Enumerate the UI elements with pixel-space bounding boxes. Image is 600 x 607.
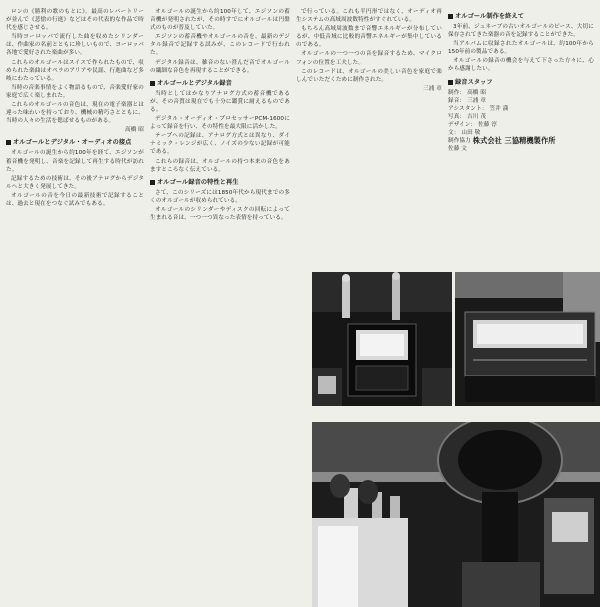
col1-para-5: これらのオルゴールの音色は、現在の電子楽器とは違った味わいを持っており、機械の精巧さとともに、当時の人々の生活を偲ばせるものがある。: [6, 102, 144, 125]
col2-para-2: エジソンの蓄音機やオルゴールの音を、最新のデジタル録音で記録する試みが、このレコードで行われた。: [150, 34, 290, 57]
col2-para-1: オルゴールの誕生から約100年して、エジソンの蓄音機が発明されたが、その時すでにオルゴールは円盤式のものが普及していた。: [150, 9, 290, 32]
col1-s2-para-2: 記録するための技術は、その後アナログからデジタルへと大きく発展してきた。: [6, 175, 144, 190]
col2-section-heading-text: オルゴールとデジタル録音: [157, 79, 232, 87]
column-4: [448, 8, 594, 273]
credit-role: アシスタント：: [448, 105, 488, 112]
col3-para-1: で行っている。これも半円形ではなく、オーディオ再生システムの高域周波数特性がすぐれている。: [296, 9, 442, 24]
production-row: [448, 137, 594, 145]
credit-name: 笠井 満: [489, 105, 509, 112]
col2-section2-heading-text: オルゴール録音の特性と再生: [157, 178, 239, 186]
square-bullet-icon: [6, 140, 11, 145]
credit-name: 山田 敬: [461, 130, 481, 137]
col2-s2-para-2: オルゴールのシリンダーやディスクの回転によって生まれる音は、一つ一つ異なった表情を持っている。: [150, 206, 290, 221]
credit-row: [448, 105, 594, 113]
col1-section2-heading: [6, 138, 144, 147]
credit-extra: 佐藤 文: [448, 146, 467, 153]
credit-name: 三浦 章: [467, 97, 487, 104]
square-bullet-icon: [150, 180, 155, 185]
credit-row: [448, 89, 594, 97]
col1-para-3: これらのオルゴールはスイスで作られたもので、収められた楽曲はオペラのアリアや民謡、行進曲など多岐にわたっている。: [6, 59, 144, 82]
music-box-cabinet-image: [455, 272, 600, 406]
credit-role: 文：: [448, 130, 460, 137]
col1-para-4: 当時の音楽事情をよく物語るもので、音楽愛好家の家庭で広く楽しまれた。: [6, 84, 144, 99]
credit-row-extra: [448, 145, 594, 153]
photo-music-box-cabinet: [455, 272, 600, 406]
credit-role: 制作：: [448, 89, 466, 96]
col2-s2-para-1: さて、このシリーズには1850年代から現代までの多くのオルゴールが収められている。: [150, 189, 290, 204]
credits-list: [448, 89, 594, 154]
col3-signature: 三浦 章: [423, 85, 442, 92]
credits-heading: [448, 78, 594, 87]
credit-row: [448, 121, 594, 129]
gramophone-horn-image: [312, 422, 600, 607]
square-bullet-icon: [448, 80, 453, 85]
col1-para-1: ロンの《勝利の歌のもとに》。最高のレパートリーが並んで《悲愴の行進》などはその代表的な作品で時代を感じさせる。: [6, 9, 144, 32]
col1-section2-heading-text: オルゴールとデジタル・オーディオの接点: [13, 139, 132, 147]
recording-session-image: [312, 272, 452, 406]
credit-role: 写真：: [448, 113, 466, 120]
col2-section2-heading: [150, 178, 290, 187]
credit-role: 録音：: [448, 97, 466, 104]
column-2: [150, 8, 290, 605]
col1-signature: 高橋 昭: [125, 127, 144, 134]
col2-section-heading: [150, 79, 290, 88]
col4-para-3: オルゴールの録音の機会を与えて下さった方々に、心から感謝したい。: [448, 58, 594, 73]
credit-row: [448, 97, 594, 105]
square-bullet-icon: [150, 81, 155, 86]
square-bullet-icon: [448, 14, 453, 19]
col4-heading-text: オルゴール制作を終えて: [455, 13, 525, 20]
company-name: 株式会社 三協精機製作所: [472, 136, 556, 146]
photo-gramophone-horn: [312, 422, 600, 607]
col2-s-para-2: デジタル・オーディオ・プロセッサーPCM-1600によって録音を行い、その特性を最大限に活かした。: [150, 116, 290, 131]
credit-row: [448, 113, 594, 121]
col2-s-para-1: 当時としてはかなりアナログ方式の蓄音機であるが、その音質は現在でも十分に鑑賞に耐えるものである。: [150, 90, 290, 113]
production-label: 制作協力: [448, 138, 471, 145]
col2-s-para-3: テープへの記録は、アナログ方式とは異なり、ダイナミック・レンジが広く、ノイズの少ない記録が可能である。: [150, 133, 290, 156]
column-1: [6, 8, 144, 605]
col4-para-1: 3年前、ジュネーブの古いオルゴールのピース、大切に保存されてきた楽器の音を記録することができた。: [448, 24, 594, 39]
col1-s2-para-1: オルゴールの誕生から約100年を経て、エジソンが蓄音機を発明し、音楽を記録して再生する時代が訪れた。: [6, 150, 144, 173]
credit-name: 高橋 昭: [467, 89, 487, 96]
col3-para-2: もちろん高域周波数まで音響エネルギーが分布しているが、中低音域に比較的音響エネルギーが集中しているのである。: [296, 26, 442, 49]
credit-name: 佐藤 淳: [478, 121, 498, 128]
col2-para-3: デジタル録音は、雑音のない澄んだ音でオルゴールの繊細な音色を再現することができる。: [150, 59, 290, 74]
col4-para-2: 当アルバムに収録されたオルゴールは、約100年から150年前の製品である。: [448, 41, 594, 56]
credit-role: デザイン：: [448, 121, 477, 128]
photo-recording-session: [312, 272, 452, 406]
credits-heading-text: 録音スタッフ: [455, 78, 493, 86]
col2-s-para-4: これらの録音は、オルゴールの持つ本来の音色をあますところなく伝えている。: [150, 158, 290, 173]
col1-para-2: 当時ヨーロッパで流行した曲を収めたシリンダーは、作曲家の名前とともに珍しいもので、ヨーロッパ各地で愛好された楽曲が多い。: [6, 34, 144, 57]
col3-para-3: オルゴールの一つ一つの音を録音するため、マイクロフォンの位置を工夫した。: [296, 51, 442, 66]
col4-heading: [448, 12, 594, 21]
credit-name: 吉川 茂: [467, 113, 487, 120]
col3-para-4: このレコードは、オルゴールの美しい音色を家庭で楽しんでいただくために制作された。: [296, 68, 442, 83]
col1-s2-para-3: オルゴールの音を今日の最新技術で記録することは、過去と現在をつなぐ試みでもある。: [6, 192, 144, 207]
